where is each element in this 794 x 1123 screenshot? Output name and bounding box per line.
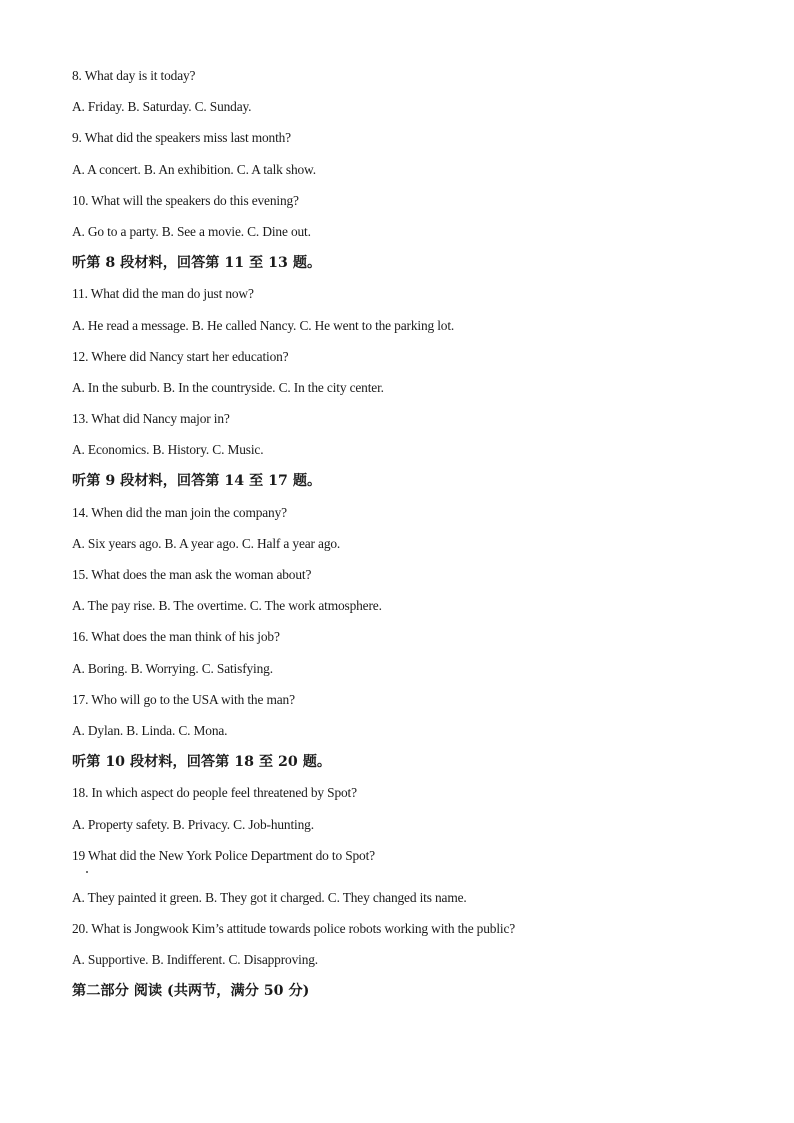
answer-options: A. Property safety. B. Privacy. C. Job-hunting. [72,816,314,832]
answer-options: A. Supportive. B. Indifferent. C. Disapproving. [72,952,318,968]
answer-options: A. In the suburb. B. In the countryside. C. In the city center. [72,379,384,395]
answer-options: A. Dylan. B. Linda. C. Mona. [72,722,228,738]
question-text: 12. Where did Nancy start her education? [72,348,289,364]
section-heading: 听第 8 段材料，回答第 11 至 13 题。 [72,255,322,272]
answer-options: A. He read a message. B. He called Nancy. C. He went to the parking lot. [72,317,455,333]
question-text: 8. What day is it today? [72,68,196,83]
question-text: 9. What did the speakers miss last month? [72,130,291,146]
question-text: 16. What does the man think of his job? [72,629,280,645]
answer-options: A. Friday. B. Saturday. C. Sunday. [72,99,252,115]
answer-options: A. They painted it green. B. They got it charged. C. They changed its name. [72,889,467,905]
answer-options: A. Boring. B. Worrying. C. Satisfying. [72,660,273,676]
answer-options: A. Economics. B. History. C. Music. [72,442,264,458]
question-text: 17. Who will go to the USA with the man? [72,691,295,707]
question-text: 14. When did the man join the company? [72,504,287,520]
question-text: 20. What is Jongwook Kim’s attitude towards police robots working with the public? [72,921,516,937]
answer-options: A. The pay rise. B. The overtime. C. The work atmosphere. [72,598,382,614]
section-heading: 听第 9 段材料，回答第 14 至 17 题。 [72,473,322,490]
question-text: 10. What will the speakers do this evening? [72,192,299,208]
question-text: 18. In which aspect do people feel threatened by Spot? [72,785,357,801]
document-page [72,66,732,1013]
answer-options: A. Six years ago. B. A year ago. C. Half a year ago. [72,535,341,551]
section-heading: 第二部分 阅读 (共两节，满分 50 分) [72,983,310,1000]
question-text: 15. What does the man ask the woman about? [72,567,312,582]
question-text: 13. What did Nancy major in? [72,411,230,427]
answer-options: A. A concert. B. An exhibition. C. A talk show. [72,161,316,177]
question-text: 19 What did the New York Police Department do to Spot? [72,847,375,863]
stray-dot [72,877,732,888]
dot-mark [86,871,88,873]
section-heading: 听第 10 段材料，回答第 18 至 20 题。 [72,754,332,771]
question-text: 11. What did the man do just now? [72,286,254,302]
answer-options: A. Go to a party. B. See a movie. C. Dine out. [72,223,311,239]
